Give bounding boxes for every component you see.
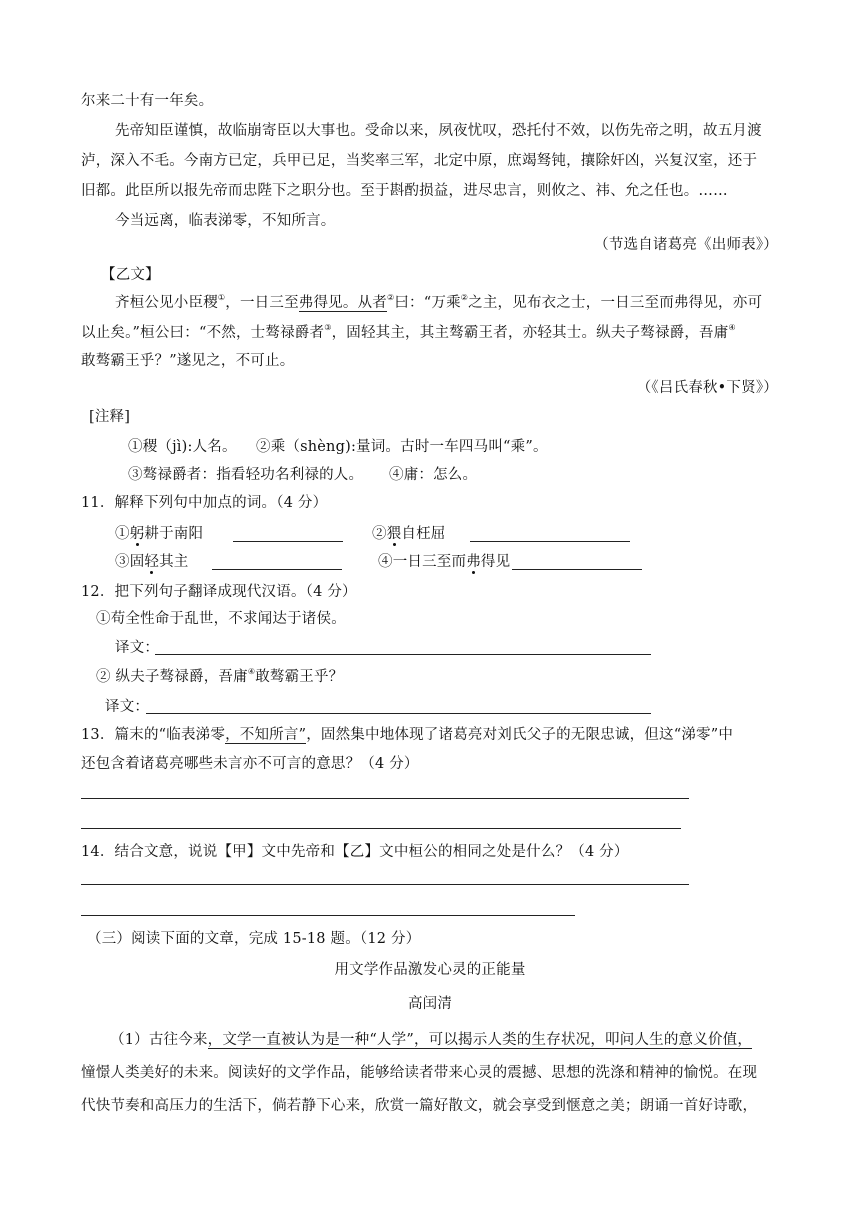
note-ref-2b: ② — [460, 293, 469, 302]
jia-source: （节选自诸葛亮《出师表》） — [594, 237, 778, 253]
q11-item-d: ④一日三至而弗得见 — [378, 554, 511, 570]
jia-line-5: 今当远离，临表涕零，不知所言。 — [115, 213, 336, 229]
yi-heading: 【乙文】 — [101, 267, 160, 283]
jia-line-2: 先帝知臣谨慎，故临崩寄臣以大事也。受命以来，夙夜忧叹，恐托付不效，以伤先帝之明，故五月渡 — [115, 123, 762, 139]
q12-sentence-2: ② 纵夫子骜禄爵，吾庸④敢骜霸王乎？ — [96, 667, 344, 685]
article-para-1-line-1: （1）古往今来，文学一直被认为是一种“人学”，可以揭示人类的生存状况，叩问人生的意义价值， — [110, 1032, 753, 1048]
yi-line-2: 以止矣。”桓公曰：“不然，士骜禄爵者③，固轻其主，其主骜霸王者，亦轻其士。纵夫子骜禄爵，吾庸④ — [81, 323, 736, 341]
q12-translation-label-1: 译文： — [115, 640, 160, 656]
note-ref-1: ① — [217, 293, 226, 302]
section3-heading: （三）阅读下面的文章，完成 15-18 题。（12 分） — [87, 931, 421, 947]
article-para-1-line-2: 憧憬人类美好的未来。阅读好的文学作品，能够给读者带来心灵的震撼、思想的洗涤和精神的愉悦。在现 — [81, 1065, 758, 1081]
note-4: ④庸：怎么。 — [389, 467, 478, 483]
yi-line-1: 齐桓公见小臣稷①，一日三至弗得见。从者②曰：“万乘②之主，见布衣之士，一日三至而弗得见，亦可 — [115, 293, 763, 311]
q13-answer-line-2[interactable] — [81, 828, 681, 829]
jia-line-1: 尔来二十有一年矣。 — [81, 93, 214, 109]
yi-source: （《吕氏春秋•下贤》） — [636, 380, 778, 396]
q11-item-a: ①躬耕于南阳 — [115, 526, 204, 542]
article-para-1-line-3: 代快节奏和高压力的生活下，倘若静下心来，欣赏一篇好散文，就会享受到惬意之美；朗诵一首好诗歌， — [81, 1098, 758, 1114]
q11-item-b: ②猥自枉屈 — [372, 526, 446, 542]
q11-blank-b[interactable] — [470, 541, 630, 542]
note-ref-4: ④ — [728, 323, 736, 332]
note-ref-3: ③ — [324, 323, 332, 332]
q11-blank-a[interactable] — [233, 541, 343, 542]
yi-line-3: 敢骜霸王乎？”遂见之，不可止。 — [81, 353, 295, 369]
note-ref-2: ② — [386, 293, 395, 302]
note-1: ①稷（jì):人名。 — [128, 439, 237, 455]
q14-stem: 14．结合文意，说说【甲】文中先帝和【乙】文中桓公的相同之处是什么？（4 分） — [81, 844, 629, 860]
q13-answer-line-1[interactable] — [81, 798, 689, 799]
q11-blank-c[interactable] — [212, 569, 342, 570]
q11-item-c: ③固轻其主 — [115, 554, 189, 570]
q14-answer-line-2[interactable] — [81, 915, 575, 916]
q13-line-1: 13．篇末的“临表涕零，不知所言”，固然集中地体现了诸葛亮对刘氏父子的无限忠诚，但这“涕零”中 — [81, 727, 734, 743]
q12-answer-line-1[interactable] — [155, 654, 651, 655]
jia-line-4: 旧都。此臣所以报先帝而忠陛下之职分也。至于斟酌损益，进尽忠言，则攸之、祎、允之任也。…… — [81, 183, 728, 199]
article-author: 高闰清 — [407, 996, 453, 1012]
q12-sentence-1: ①苟全性命于乱世，不求闻达于诸侯。 — [96, 611, 346, 627]
q13-line-2: 还包含着诸葛亮哪些未言亦不可言的意思？（4 分） — [81, 756, 419, 772]
q12-answer-line-2[interactable] — [146, 713, 651, 714]
note-3: ③骜禄爵者：指看轻功名利禄的人。 — [128, 467, 364, 483]
article-title: 用文学作品激发心灵的正能量 — [334, 962, 526, 978]
note-ref-4b: ④ — [247, 667, 256, 676]
q12-translation-label-2: 译文： — [105, 699, 150, 715]
q11-blank-d[interactable] — [512, 569, 642, 570]
q14-answer-line-1[interactable] — [81, 884, 689, 885]
jia-line-3: 泸，深入不毛。今南方已定，兵甲已足，当奖率三军，北定中原，庶竭驽钝，攘除奸凶，兴复汉室，还于 — [81, 153, 758, 169]
q12-stem: 12．把下列句子翻译成现代汉语。（4 分） — [81, 584, 357, 600]
q11-stem: 11．解释下列句中加点的词。（4 分） — [81, 495, 328, 511]
note-2: ②乘（shèng):量词。古时一车四马叫“乘”。 — [256, 439, 548, 455]
notes-heading: [注释] — [89, 409, 131, 425]
